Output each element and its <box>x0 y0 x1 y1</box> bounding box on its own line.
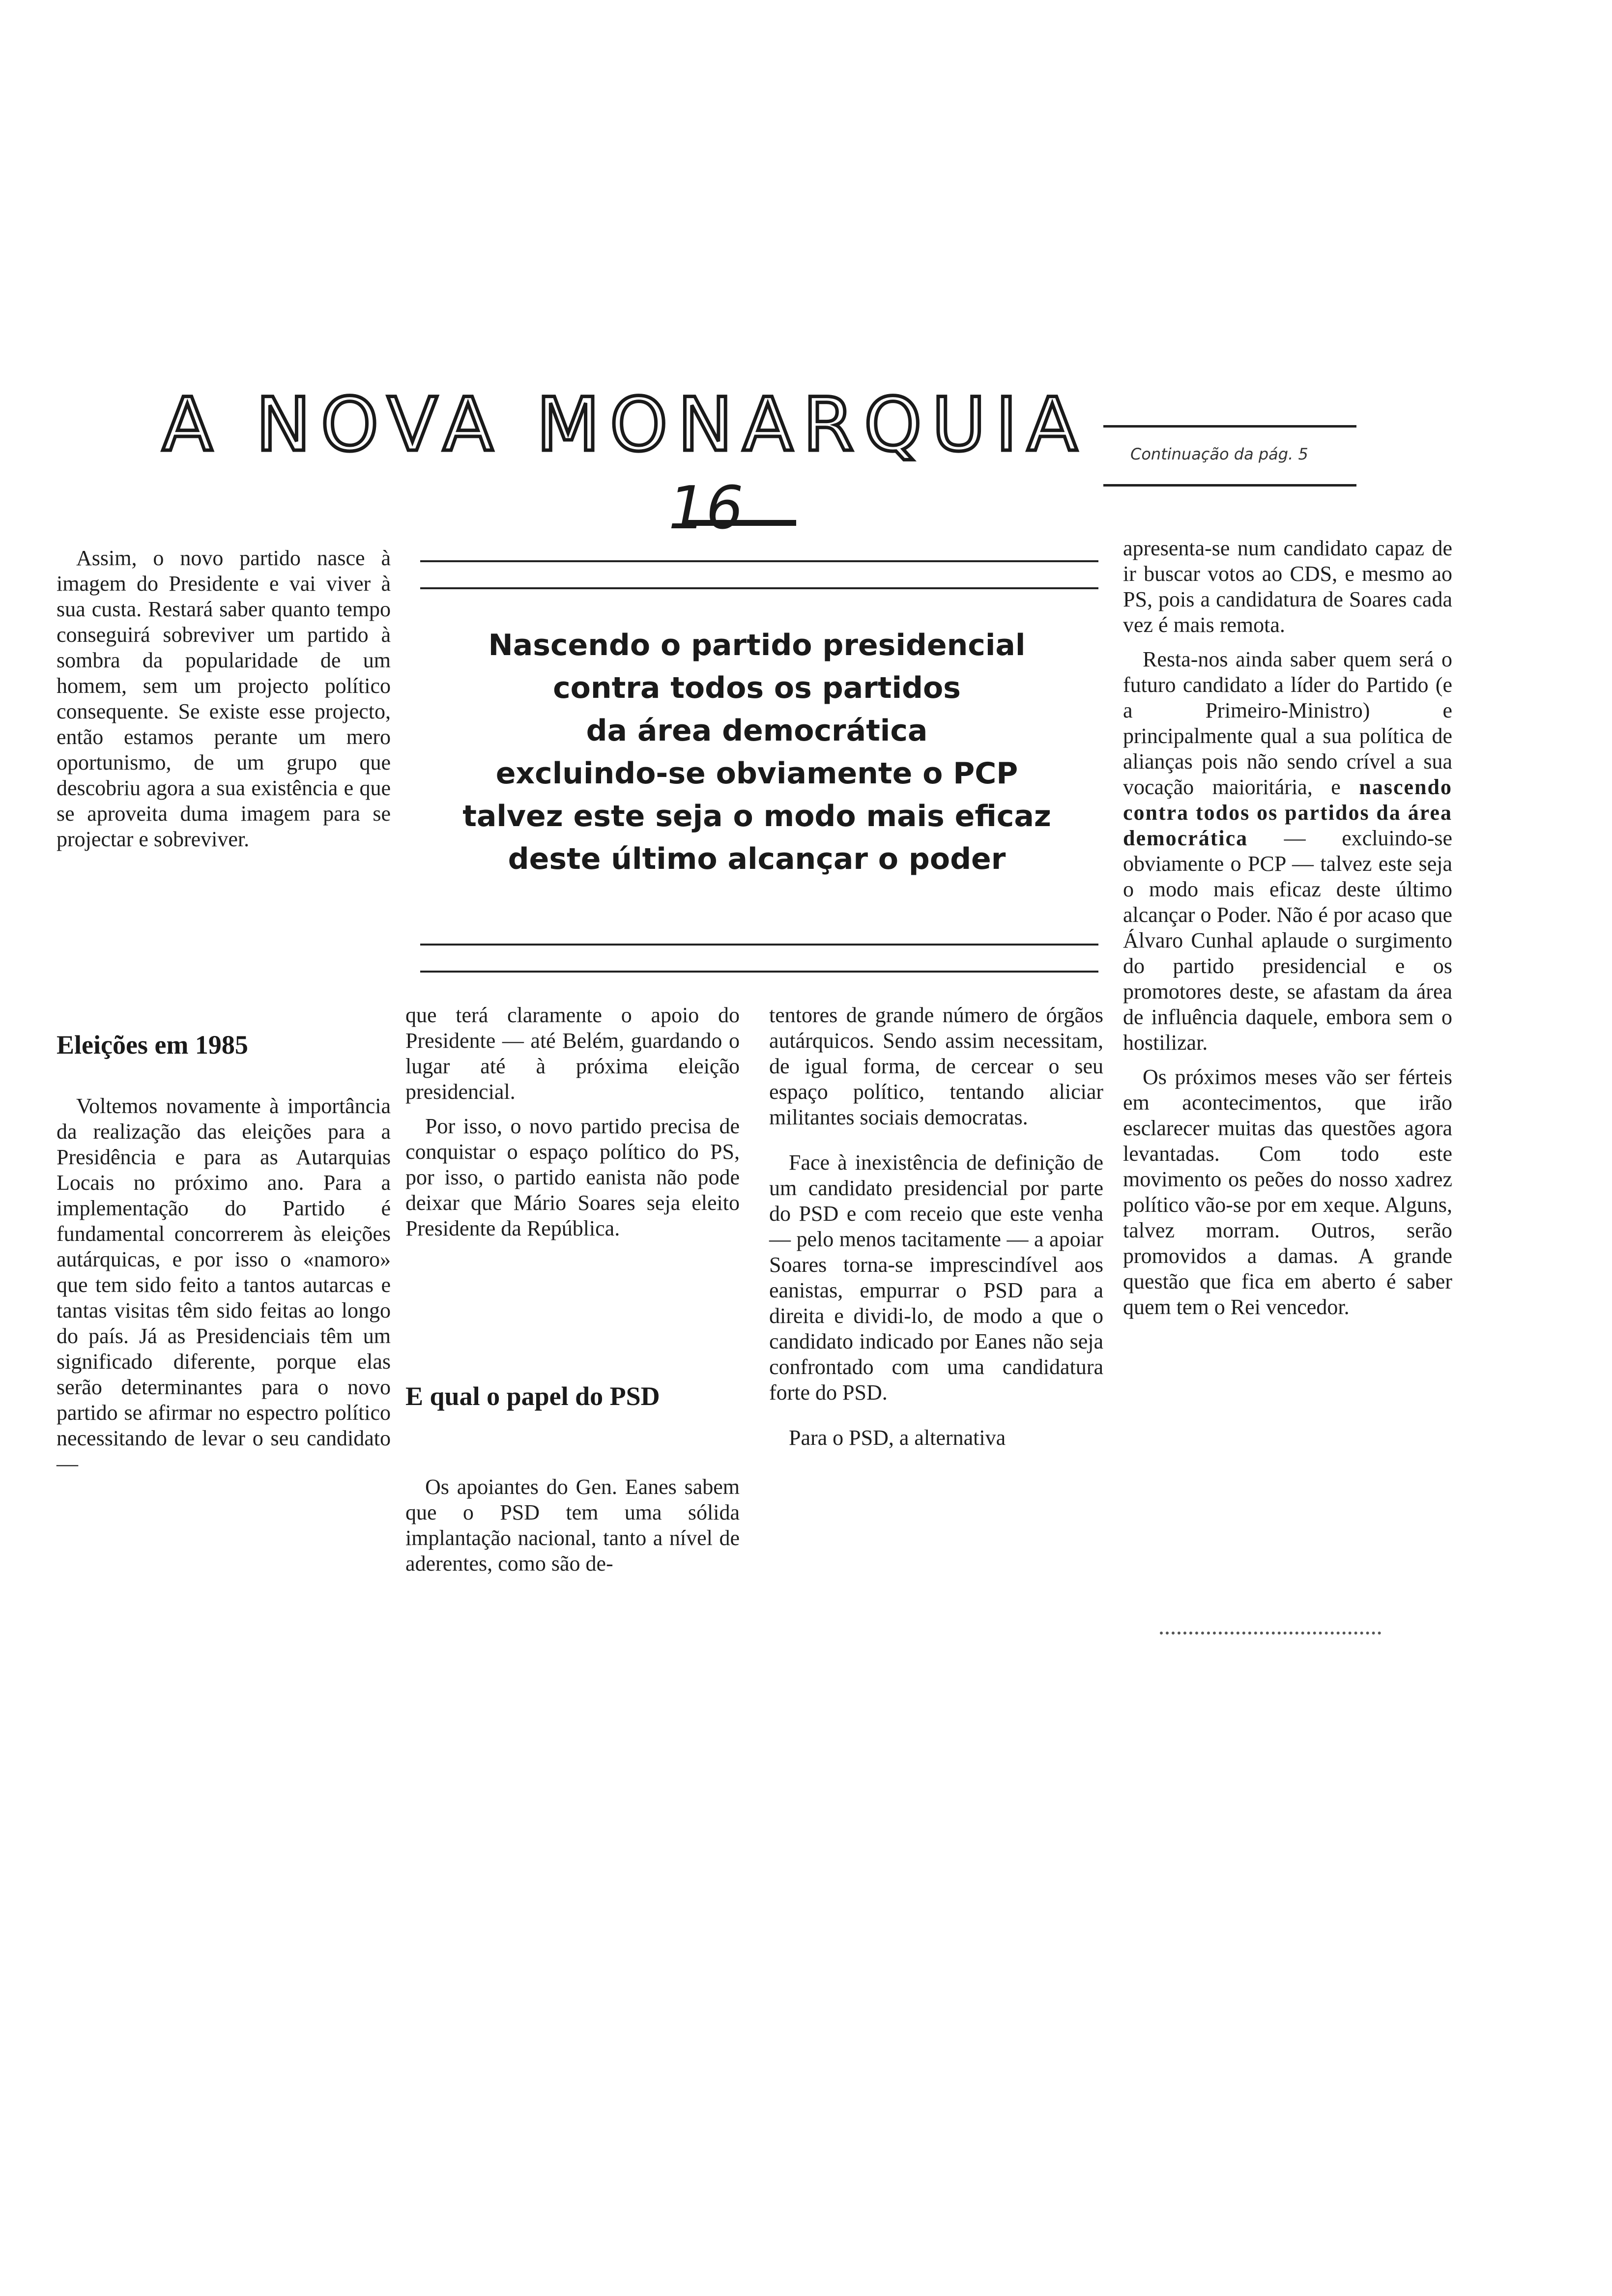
column-2-bottom <box>405 1474 740 1577</box>
column-2-paragraph-1: que terá claramente o apoio do Presidente — até Belém, guardando o lugar até à próxima eleição presidencial. <box>405 1003 740 1104</box>
continuation-label: Continuação da pág. 5 <box>1130 445 1308 463</box>
column-4-paragraph-3: Os próximos meses vão ser férteis em acontecimentos, que irão esclarecer muitas das questões agora levantadas. Com todo este movimento os peões do nosso xadrez político vão-se por em xeque. Alguns, talvez morram. Outros, serão promovidos a damas. A grande questão que fica em aberto é saber quem tem o Rei vencedor. <box>1123 1065 1452 1319</box>
column-4-paragraph-2-end: — excluindo-se obviamente o PCP — talvez este seja o modo mais eficaz deste último alcançar o Poder. Não é por acaso que Álvaro Cunhal aplaude o surgimento do partido presidencial e os promotores deste, se afastam da área de influência daquele, embora sem o hostilizar. <box>1123 826 1452 1055</box>
column-2-paragraph-3: Os apoiantes do Gen. Eanes sabem que o PSD tem uma sólida implantação nacional, tanto a nível de aderentes, como são de- <box>405 1475 740 1576</box>
article-end-mark <box>1160 1632 1381 1637</box>
column-1-intro-paragraph: Assim, o novo partido nasce à imagem do Presidente e vai viver à sua custa. Restará saber quanto tempo conseguirá sobreviver um partido à sombra da popularidade de um homem, sem um projecto político consequente. Se existe esse projecto, então estamos perante um mero oportunismo, de um grupo que descobriu agora a sua existência e que se aproveita duma imagem para se projectar e sobreviver. <box>57 546 391 851</box>
callout-rule-top-1 <box>420 560 1098 562</box>
column-3-paragraph-1: tentores de grande número de órgãos autárquicos. Sendo assim necessitam, de igual forma, de cercear o seu espaço político, tentando aliciar militantes sociais democratas. <box>769 1003 1103 1129</box>
column-3 <box>769 1003 1103 1451</box>
column-1-body <box>57 1093 391 1477</box>
column-2-paragraph-2: Por isso, o novo partido precisa de conquistar o espaço político do PS, por isso, o partido eanista não pode deixar que Mário Soares seja eleito Presidente da República. <box>405 1114 740 1240</box>
column-2-top <box>405 1003 740 1241</box>
handwritten-page-note: 16 <box>668 474 744 543</box>
column-4-paragraph-2-start: Resta-nos ainda saber quem será o futuro candidato a líder do Partido (e a Primeiro-Ministro) e principalmente qual a sua política de alianças pois não sendo crível a sua vocação maioritária, e <box>1123 647 1452 799</box>
subheading-psd: E qual o papel do PSD <box>405 1381 660 1411</box>
column-1-intro <box>57 545 391 852</box>
column-4-paragraph-1: apresenta-se num candidato capaz de ir buscar votos ao CDS, e mesmo ao PS, pois a candidatura de Soares cada vez é mais remota. <box>1123 536 1452 637</box>
column-3-paragraph-3: Para o PSD, a alternativa <box>789 1426 1006 1450</box>
column-1-body-paragraph: Voltemos novamente à importância da realização das eleições para a Presidência e para as Autarquias Locais no próximo ano. Para a implementação do Partido é fundamental concorrerem às eleições autárquicas, e por isso o «namoro» que tem sido feito a tantos autarcas e tantas visitas têm sido feitas ao longo do país. Já as Presidenciais têm um significado diferente, porque elas serão determinantes para o novo partido se afirmar no espectro político necessitando de levar o seu candidato — <box>57 1094 391 1476</box>
pull-quote-line: Nascendo o partido presidencial <box>488 628 1026 662</box>
pull-quote <box>415 624 1098 881</box>
column-4 <box>1123 536 1452 1320</box>
continuation-rule-bottom <box>1103 484 1356 487</box>
callout-rule-top-2 <box>420 587 1098 589</box>
subheading-eleicoes: Eleições em 1985 <box>57 1030 248 1060</box>
callout-rule-bottom-2 <box>420 971 1098 973</box>
column-4-paragraph-2 <box>1123 647 1452 1056</box>
continuation-rule-top <box>1103 425 1356 428</box>
pull-quote-line: excluindo-se obviamente o PCP <box>495 756 1018 791</box>
callout-rule-bottom-1 <box>420 944 1098 946</box>
column-4-bold-phrase: nascendo contra todos os partidos da área democrática <box>1123 775 1452 850</box>
pull-quote-line: contra todos os partidos <box>553 671 961 705</box>
pull-quote-line: talvez este seja o modo mais eficaz <box>462 799 1051 833</box>
column-3-paragraph-2: Face à inexistência de definição de um candidato presidencial por parte do PSD e com receio que este venha — pelo menos tacitamente — a apoiar Soares torna-se imprescindível aos eanistas, empurrar o PSD para a direita e dividi-lo, de modo a que o candidato indicado por Eanes não seja confrontado com uma candidatura forte do PSD. <box>769 1150 1103 1405</box>
pull-quote-line: da área democrática <box>586 714 928 748</box>
pull-quote-line: deste último alcançar o poder <box>508 842 1006 876</box>
article-headline: A NOVA MONARQUIA <box>162 382 1088 468</box>
